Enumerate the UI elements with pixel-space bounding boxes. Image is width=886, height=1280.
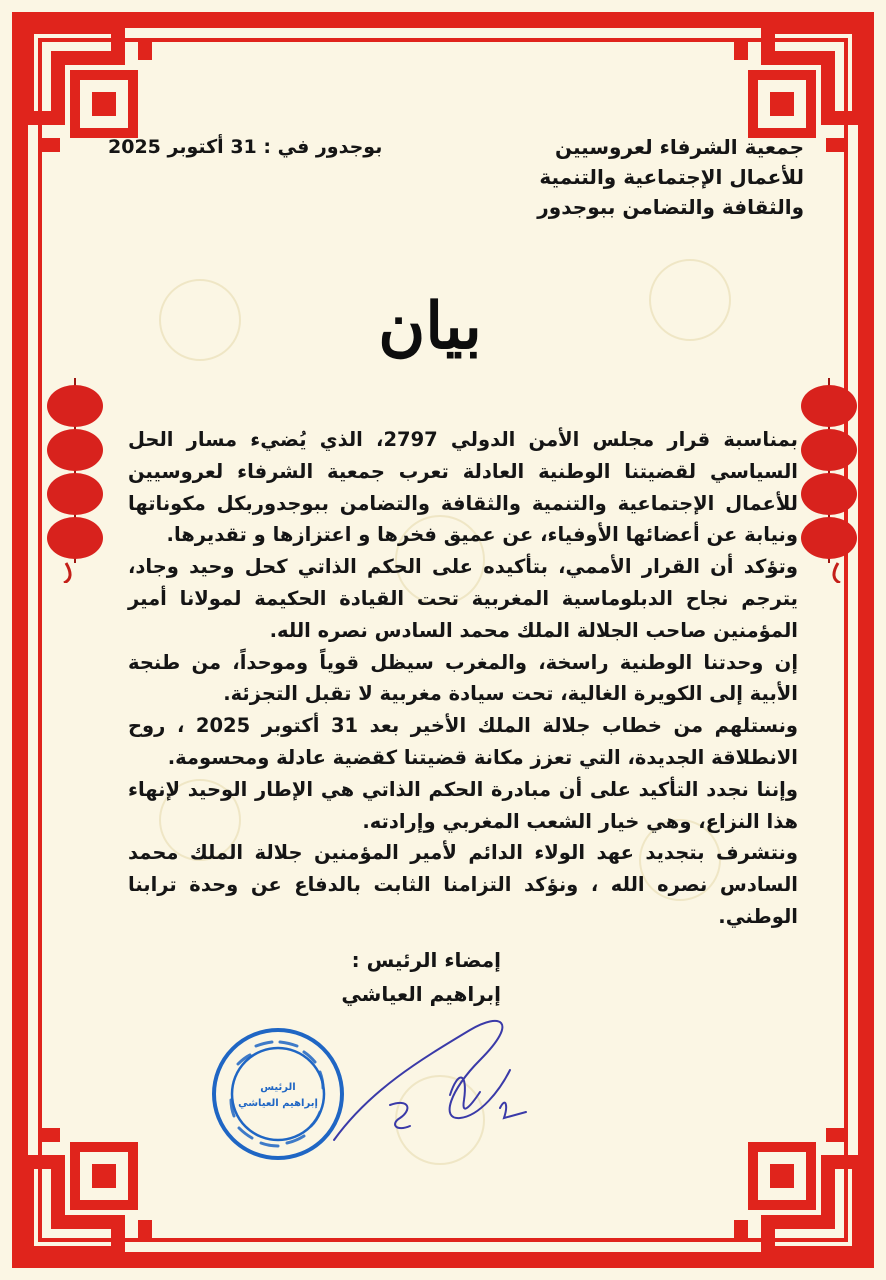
stamp-name: إبراهيم العياشي [238,1098,318,1109]
lantern-icon [44,378,106,583]
document-title: بيان [378,289,482,364]
paragraph: ونستلهم من خطاب جلالة الملك الأخير بعد 31 أكتوبر 2025 ، روح الانطلاقة الجديدة، التي تعزز مكانة قضيتنا كقضية عادلة ومحسومة. [128,714,799,769]
signature-label: إمضاء الرئيس : [351,948,501,972]
lantern-icon [798,378,860,583]
letter-date: بوجدور في : 31 أكتوبر 2025 [108,136,383,158]
association-stamp [208,1024,348,1164]
organization-header [444,132,804,222]
paragraph: وإننا نجدد التأكيد على أن مبادرة الحكم الذاتي هي الإطار الوحيد لإنهاء هذا النزاع، وهي خيار الشعب المغربي وإرادته. [128,777,798,833]
org-name-line2: للأعمال الإجتماعية والتنمية [539,165,804,189]
org-name-line3: والثقافة والتضامن ببوجدور [537,195,804,219]
statement-body [128,424,798,933]
paragraph: ونتشرف بتجديد عهد الولاء الدائم لأمير المؤمنين جلالة الملك محمد السادس نصره الله ، ونؤكد التزامنا الثابت بالدفاع عن وحدة ترابنا الوطني. [128,841,798,928]
paragraph: وتؤكد أن القرار الأممي، بتأكيده على الحكم الذاتي كحل وحيد وجاد، يترجم نجاح الدبلوماسية المغربية تحت القيادة الحكيمة لمولانا أمير المؤمنين صاحب الجلالة الملك محمد السادس نصره الله. [128,555,798,642]
paragraph: بمناسبة قرار مجلس الأمن الدولي 2797، الذي يُضيء مسار الحل السياسي لقضيتنا الوطنية العادلة تعرب جمعية الشرفاء لعروسيين للأعمال الإجتماعية والتنمية والثقافة والتضامن ببوجدوربكل مكوناتها ونيابة عن أعضائها الأوفياء، عن عميق فخرها و اعتزازها و تقديرها. [128,428,798,547]
signatory-name: إبراهيم العياشي [341,982,501,1006]
handwritten-signature [330,1000,560,1160]
paragraph: إن وحدتنا الوطنية راسخة، والمغرب سيظل قوياً وموحداً، من طنجة الأبية إلى الكويرة الغالية، تحت سيادة مغربية لا تقبل التجزئة. [128,650,798,706]
stamp-title: الرئيس [260,1082,296,1093]
org-name-line1: جمعية الشرفاء لعروسيين [555,135,804,159]
